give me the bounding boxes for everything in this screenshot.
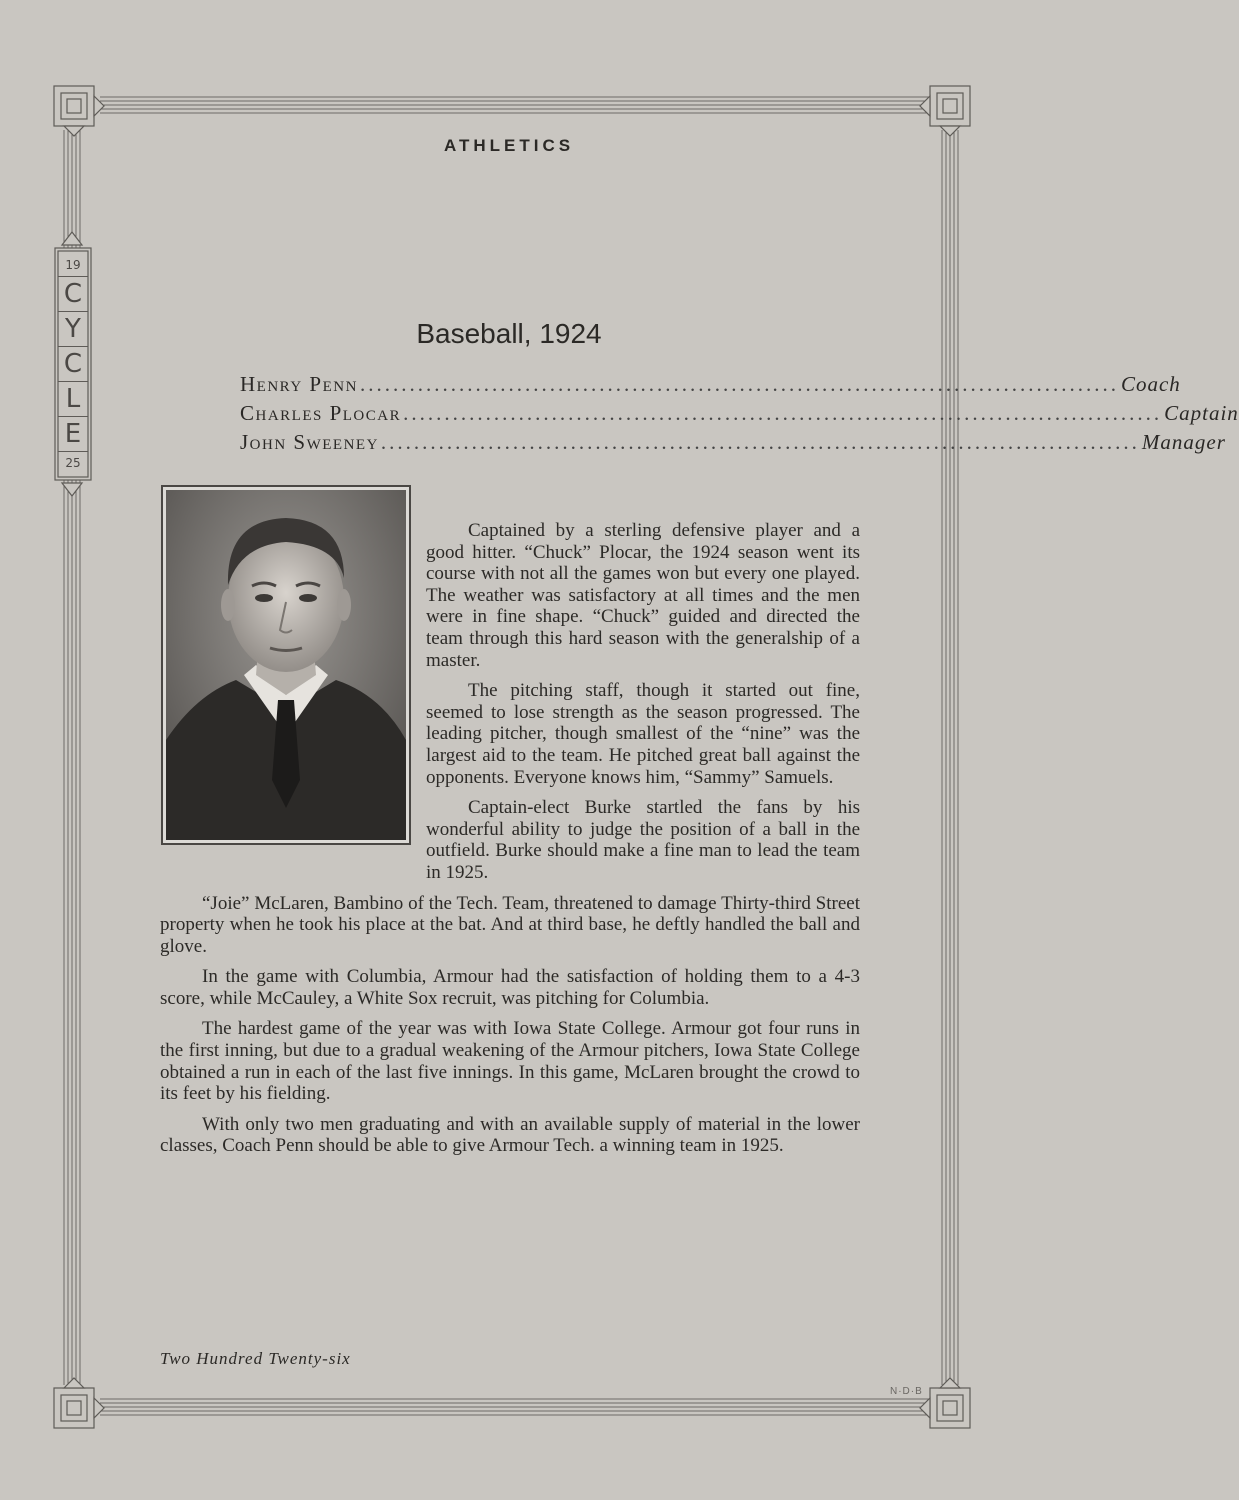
roster-row: [240, 372, 1181, 401]
roster-row: [240, 401, 1239, 430]
photo-wrap-spacer: [160, 520, 426, 872]
banner-year-top: 19: [58, 254, 88, 277]
article-paragraph: “Joie” McLaren, Bambino of the Tech. Team, threatened to damage Thirty-third Street property when he took his place at the bat. And at third base, he deftly handled the ball and glove.: [160, 892, 860, 957]
roster-name: John Sweeney: [240, 430, 379, 454]
banner-letter-c2: C: [58, 347, 88, 382]
leader-dots: ............................................................................................: [403, 401, 1163, 425]
article-paragraph: Captained by a sterling defensive player and a good hitter. “Chuck” Plocar, the 1924 season went its course with not all the games won but every one played. The weather was satisfactory at all times and the men were in fine shape. “Chuck” guided and directed the team through this hard season with the generalship of a master.: [426, 520, 860, 671]
article-body: [160, 520, 860, 1166]
leader-dots: ............................................................................................: [359, 372, 1119, 396]
article-paragraph: In the game with Columbia, Armour had the satisfaction of holding them to a 4-3 score, while McCauley, a White Sox recruit, was pitching for Columbia.: [160, 966, 860, 1009]
banner-letter-c: C: [58, 277, 88, 312]
article-paragraph: With only two men graduating and with an available supply of material in the lower classes, Coach Penn should be able to give Armour Tech. a winning team in 1925.: [160, 1113, 860, 1157]
section-header: ATHLETICS: [443, 136, 575, 155]
roster-name: Charles Plocar: [240, 401, 402, 425]
article-paragraph: The pitching staff, though it started out fine, seemed to lose strength as the season progressed. The leading pitcher, though smallest of the “nine” was the largest aid to the team. He pitched great ball against the opponents. Everyone knows him, “Sammy” Samuels.: [426, 680, 860, 788]
roster-role: Manager: [1141, 430, 1226, 454]
roster-row: [240, 430, 1226, 459]
side-banner: [58, 254, 88, 474]
article-paragraph: The hardest game of the year was with Iowa State College. Armour got four runs in the first inning, but due to a gradual weakening of the Armour pitchers, Iowa State College obtained a run in each of the last five innings. In this game, McLaren brought the crowd to its feet by his fielding.: [160, 1018, 860, 1105]
banner-letter-l: L: [58, 382, 88, 417]
roster-role: Captain: [1164, 401, 1239, 425]
banner-letter-e: E: [58, 417, 88, 452]
banner-year-bottom: 25: [65, 456, 81, 470]
banner-letter-y: Y: [58, 312, 88, 347]
article-paragraph: Captain-elect Burke startled the fans by his wonderful ability to judge the position of a ball in the outfield. Burke should make a fine man to lead the team in 1925.: [426, 797, 860, 883]
staff-roster: [240, 372, 1239, 459]
roster-role: Coach: [1120, 372, 1181, 396]
leader-dots: ............................................................................................: [380, 430, 1140, 454]
artist-mark: N·D·B: [890, 1386, 923, 1397]
roster-name: Henry Penn: [240, 372, 358, 396]
page-title: Baseball, 1924: [416, 318, 602, 349]
page-number: Two Hundred Twenty-six: [160, 1349, 351, 1368]
